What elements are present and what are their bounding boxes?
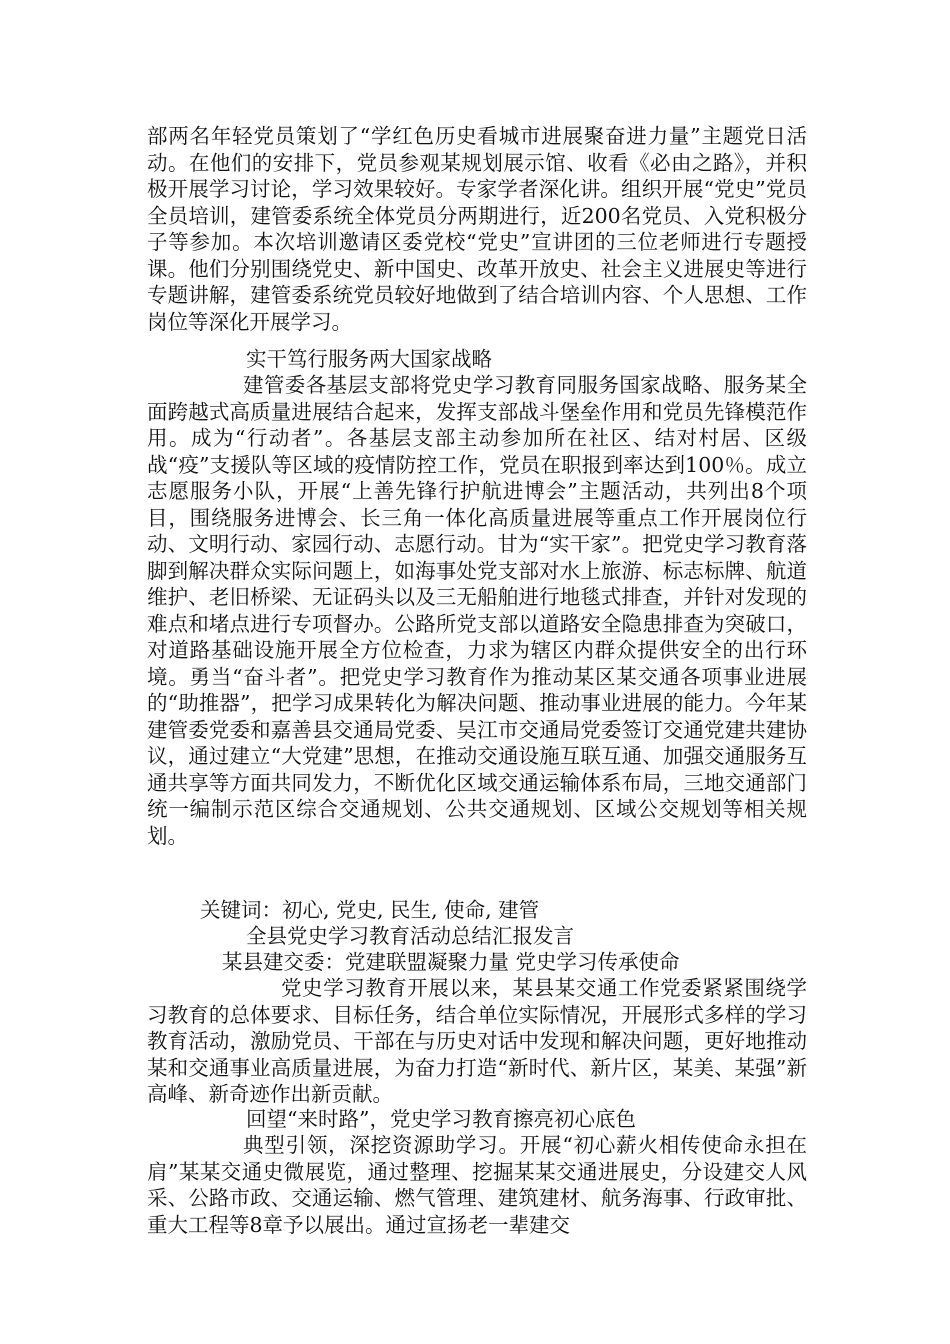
paragraph-1-text: 部两名年轻党员策划了“学红色历史看城市进展聚奋进力量”主题党日活动。在他们的安排下，党员参观某规划展示馆、收看《必由之路》，并积极开展学习讨论，学习效果较好。专家学者深化讲。组织开展“党史”党员全员培训，建管委系统全体党员分两期进行，近200名党员、入党积极分子等参加。本次培训邀请区委党校“党史”宣讲团的三位老师进行专题授课。他们分别围绕党史、新中国史、改革开放史、社会主义进展史等进行专题讲解，建管委系统党员较好地做到了结合培训内容、个人思想、工作岗位等深化开展学习。 — [147, 124, 807, 334]
paragraph-3 — [147, 975, 807, 1108]
paragraph-2-text: 建管委各基层支部将党史学习教育同服务国家战略、服务某全面跨越式高质量进展结合起来，发挥支部战斗堡垒作用和党员先锋模范作用。成为“行动者”。各基层支部主动参加所在社区、结对村居、区级战“疫”支援队等区域的疫情防控工作，党员在职报到率达到100％。成立志愿服务小队，开展“上善先锋行护航进博会”主题活动，共列出8个项目，围绕服务进博会、长三角一体化高质量进展等重点工作开展岗位行动、文明行动、家园行动、志愿行动。甘为“实干家”。把党史学习教育落脚到解决群众实际问题上，如海事处党支部对水上旅游、标志标牌、航道维护、老旧桥梁、无证码头以及三无船舶进行地毯式排查，并针对发现的难点和堵点进行专项督办。公路所党支部以道路安全隐患排查为突破口，对道路基础设施开展全方位检查，力求为辖区内群众提供安全的出行环境。勇当“奋斗者”。把党史学习教育作为推动某区某交通各项事业进展的“助推器”，把学习成果转化为解决问题、推动事业进展的能力。今年某建管委党委和嘉善县交通局党委、吴江市交通局党委签订交通党建共建协议，通过建立“大党建”思想，在推动交通设施互联互通、加强交通服务互通共享等方面共同发力，不断优化区域交通运输体系布局，三地交通部门统一编制示范区综合交通规划、公共交通规划、区域公交规划等相关规划。 — [147, 373, 807, 848]
paragraph-1 — [147, 123, 807, 335]
paragraph-2 — [147, 372, 807, 849]
section-heading-1: 实干笃行服务两大国家战略 — [246, 347, 492, 371]
document-title: 全县党史学习教育活动总结汇报发言 — [246, 924, 574, 948]
section-heading-2: 回望“来时路”，党史学习教育擦亮初心底色 — [246, 1107, 636, 1131]
document-subtitle: 某县建交委：党建联盟凝聚力量 党史学习传承使命 — [222, 950, 680, 974]
keywords-line: 关键词：初心, 党史, 民生, 使命, 建管 — [200, 898, 540, 922]
paragraph-3-text: 党史学习教育开展以来，某县某交通工作党委紧紧围绕学习教育的总体要求、目标任务，结合单位实际情况，开展形式多样的学习教育活动，激励党员、干部在与历史对话中发现和解决问题，更好地推动某和交通事业高质量进展，为奋力打造“新时代、新片区，某美、某强”新高峰、新奇迹作出新贡献。 — [147, 976, 807, 1106]
paragraph-4 — [147, 1132, 807, 1238]
paragraph-4-text: 典型引领，深挖资源助学习。开展“初心薪火相传使命永担在肩”某某交通史微展览，通过整理、挖掘某某交通进展史，分设建交人风采、公路市政、交通运输、燃气管理、建筑建材、航务海事、行政审批、重大工程等8章予以展出。通过宣扬老一辈建交 — [147, 1133, 807, 1237]
